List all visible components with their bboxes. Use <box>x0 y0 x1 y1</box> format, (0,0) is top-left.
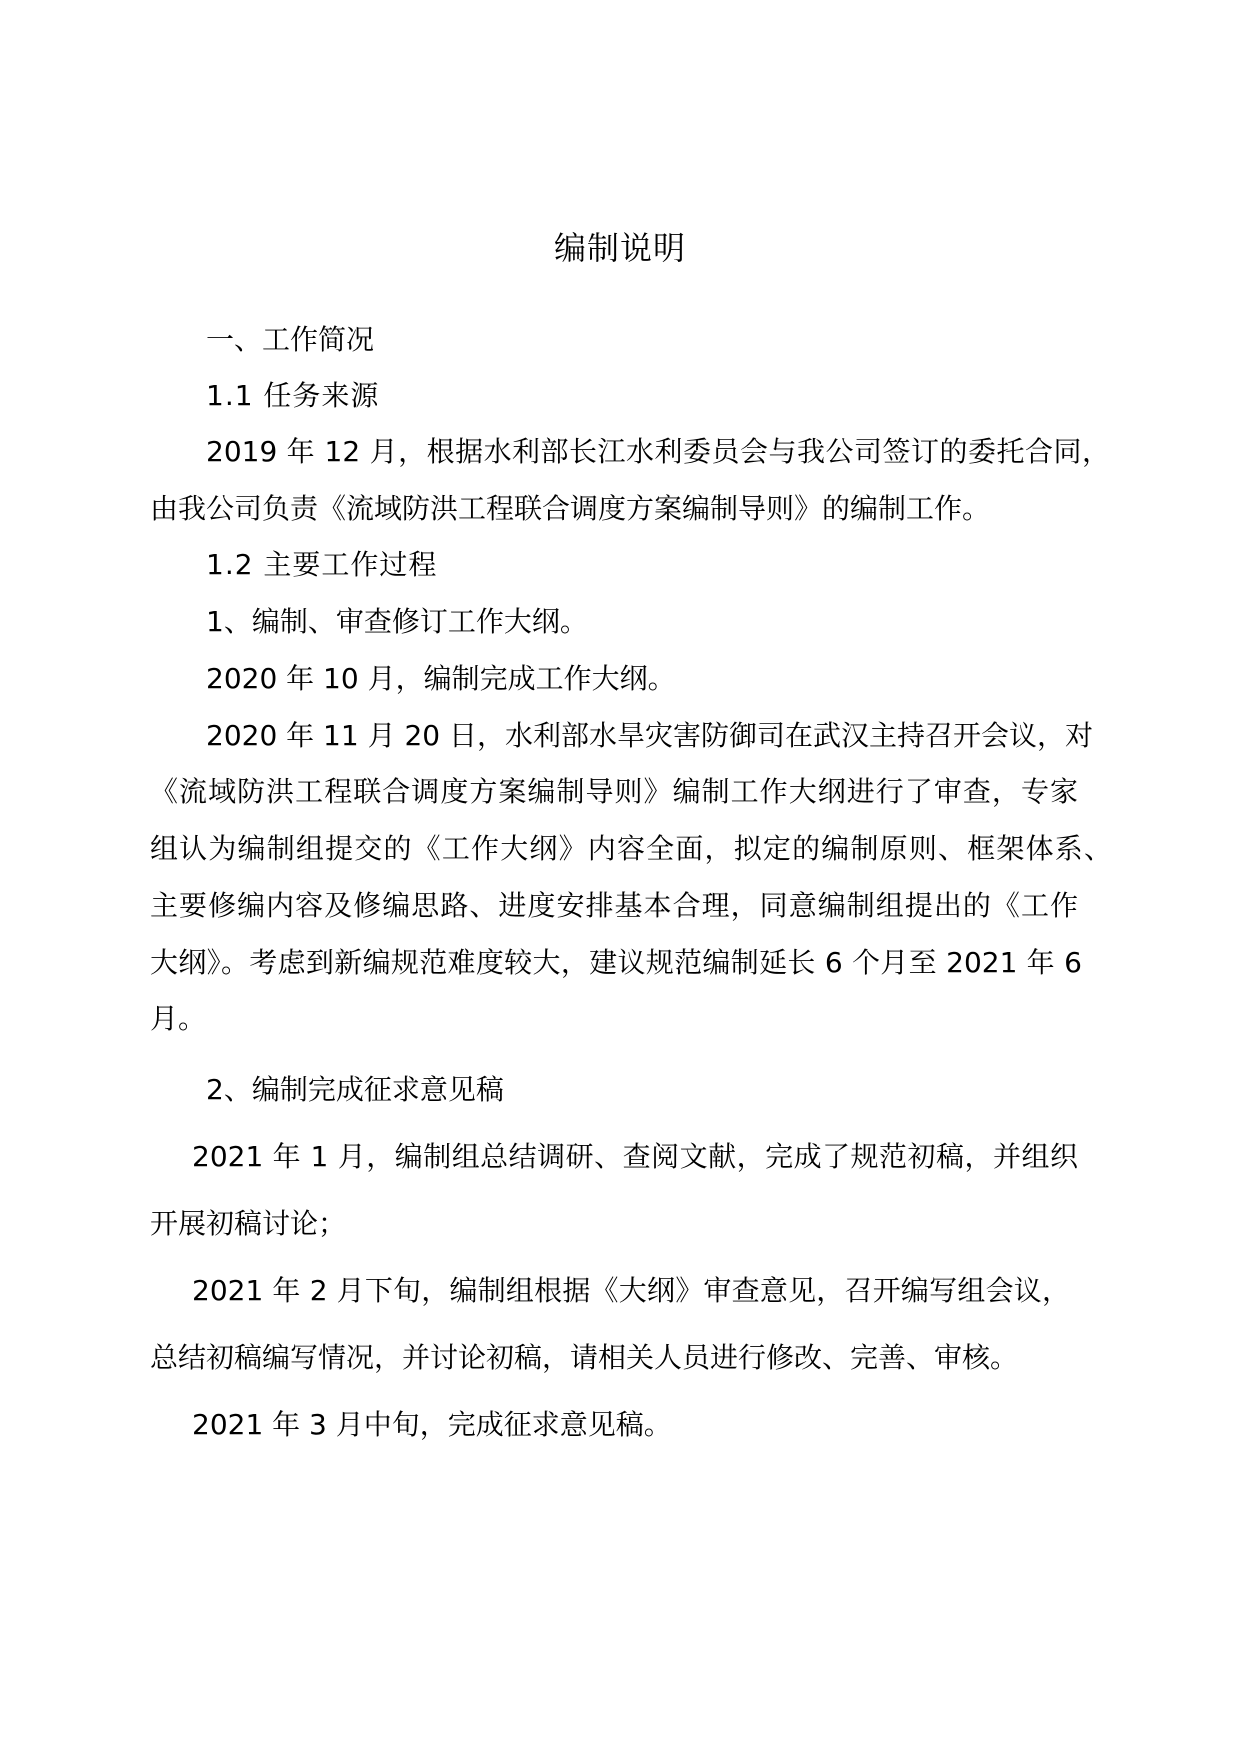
list-item: 1、编制、审查修订工作大纲。 <box>206 605 588 638</box>
subsection-heading: 1.2 主要工作过程 <box>206 548 438 581</box>
paragraph-line: 由我公司负责《流域防洪工程联合调度方案编制导则》的编制工作。 <box>150 492 991 525</box>
subsection-heading: 1.1 任务来源 <box>206 379 380 412</box>
paragraph-line: 2020 年 10 月，编制完成工作大纲。 <box>206 662 676 695</box>
paragraph-line: 月。 <box>150 1002 207 1035</box>
page-title: 编制说明 <box>553 229 686 267</box>
paragraph-line: 2021 年 2 月下旬，编制组根据《大纲》审查意见，召开编写组会议， <box>192 1274 1070 1307</box>
paragraph-line: 2019 年 12 月，根据水利部长江水利委员会与我公司签订的委托合同， <box>206 435 1110 468</box>
paragraph-line: 2020 年 11 月 20 日，水利部水旱灾害防御司在武汉主持召开会议，对 <box>206 719 1094 752</box>
section-heading: 一、工作简况 <box>206 323 375 356</box>
paragraph-line: 总结初稿编写情况，并讨论初稿，请相关人员进行修改、完善、审核。 <box>150 1341 1019 1374</box>
paragraph-line: 开展初稿讨论； <box>150 1207 347 1240</box>
paragraph-line: 《流域防洪工程联合调度方案编制导则》编制工作大纲进行了审查，专家 <box>150 775 1078 808</box>
paragraph-line: 大纲》。考虑到新编规范难度较大，建议规范编制延长 6 个月至 2021 年 6 <box>150 946 1082 979</box>
paragraph-line: 2021 年 3 月中旬，完成征求意见稿。 <box>192 1408 672 1441</box>
paragraph-line: 主要修编内容及修编思路、进度安排基本合理，同意编制组提出的《工作 <box>150 889 1078 922</box>
paragraph-line: 组认为编制组提交的《工作大纲》内容全面，拟定的编制原则、框架体系、 <box>150 832 1112 865</box>
list-item: 2、编制完成征求意见稿 <box>206 1073 504 1106</box>
paragraph-line: 2021 年 1 月，编制组总结调研、查阅文献，完成了规范初稿，并组织 <box>192 1140 1078 1173</box>
